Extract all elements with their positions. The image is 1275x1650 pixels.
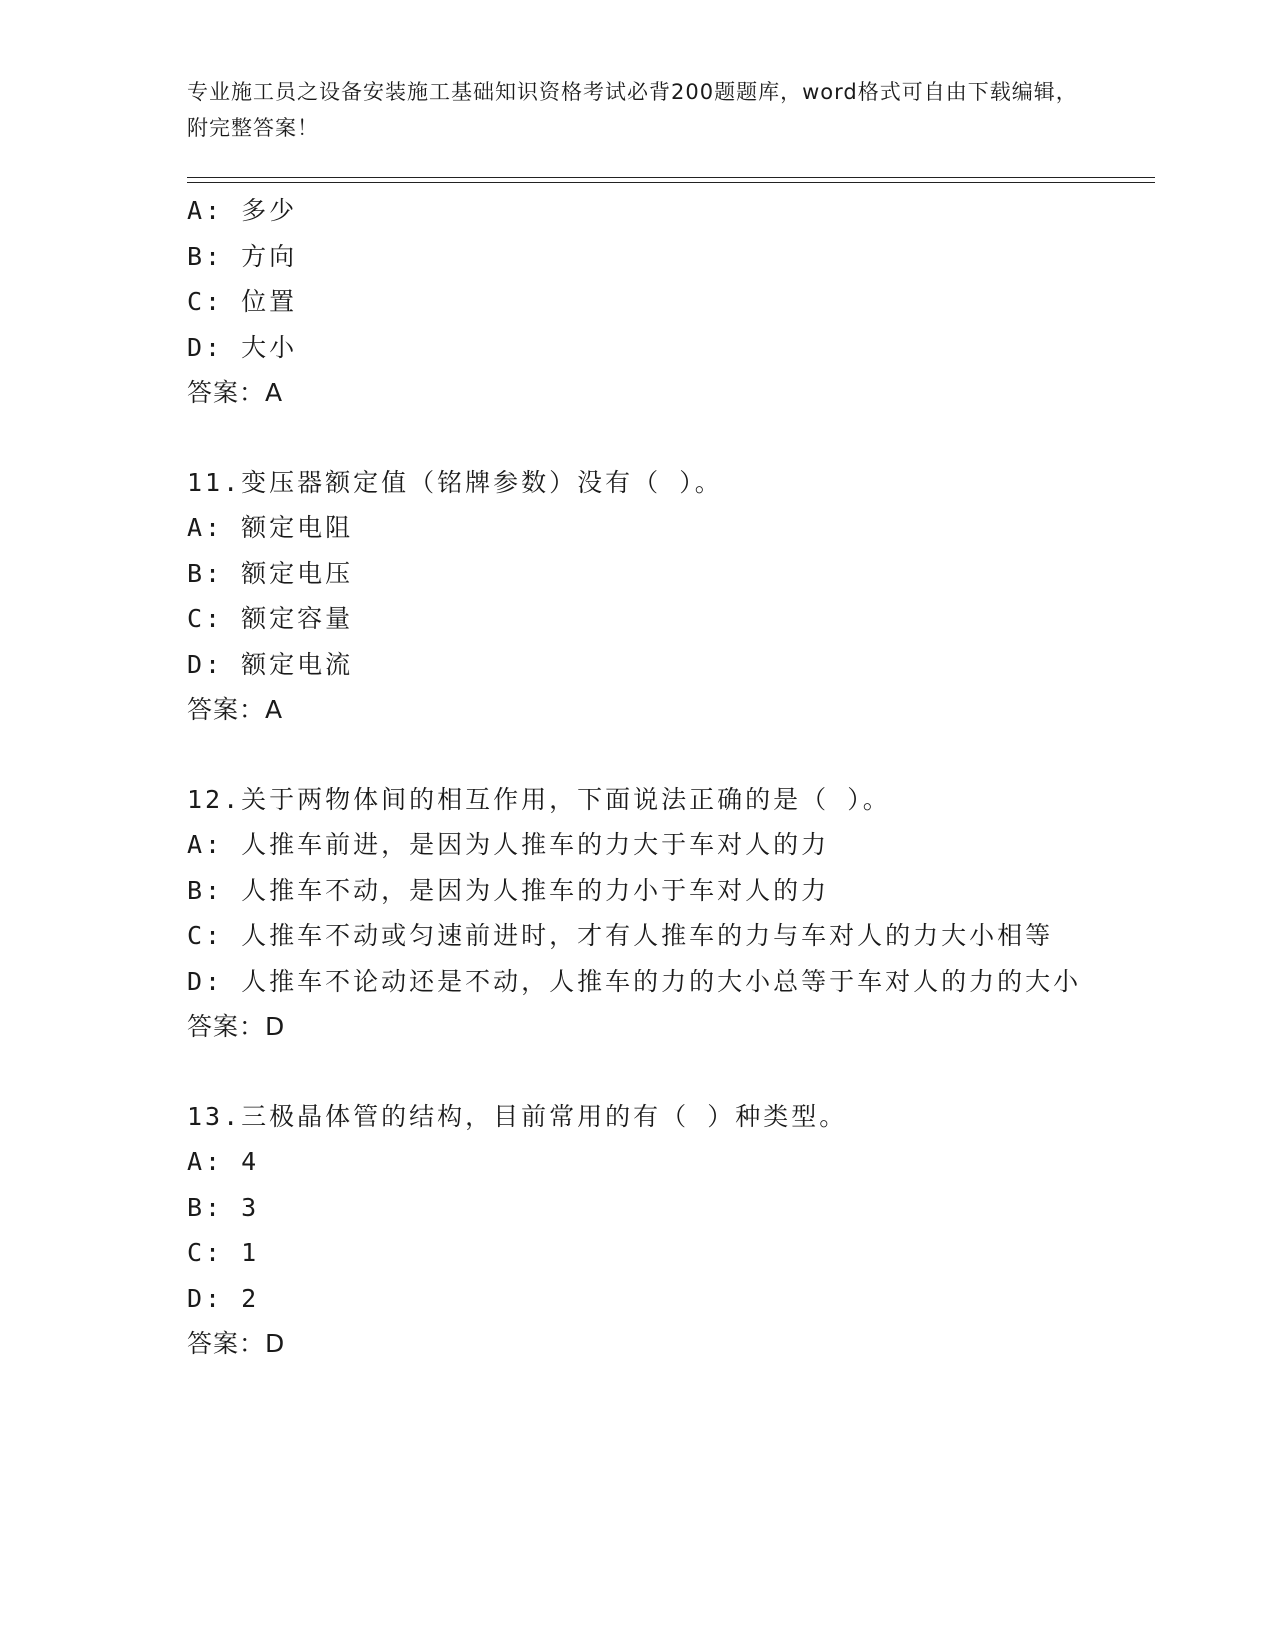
question-spacer [187, 733, 1087, 777]
question-block [187, 460, 1087, 733]
option-d: D: 大小 [187, 332, 298, 362]
title-divider-bottom [187, 182, 1155, 183]
question-spacer [187, 1050, 1087, 1094]
option-a: A: 多少 [187, 196, 298, 225]
option-b: B: 额定电压 [187, 558, 354, 588]
option-c: C: 额定容量 [187, 604, 354, 633]
option-d: D: 2 [187, 1283, 260, 1313]
question-stem: 13.三极晶体管的结构，目前常用的有（ ）种类型。 [187, 1101, 848, 1131]
question-stem: 11.变压器额定值（铭牌参数）没有（ ）。 [187, 467, 723, 497]
option-b: B: 人推车不动，是因为人推车的力小于车对人的力 [187, 875, 830, 905]
document-title: 专业施工员之设备安装施工基础知识资格考试必背200题题库，word格式可自由下载编辑，附完整答案！ [187, 80, 1078, 140]
option-c: C: 1 [187, 1238, 260, 1267]
answer-line: 答案：D [187, 1012, 286, 1041]
option-c: C: 人推车不动或匀速前进时，才有人推车的力与车对人的力大小相等 [187, 921, 1054, 950]
question-block [187, 188, 1087, 416]
question-block [187, 1094, 1087, 1367]
title-divider-top [187, 177, 1155, 178]
question-spacer [187, 416, 1087, 460]
option-a: A: 4 [187, 1147, 260, 1176]
answer-line: 答案：D [187, 1329, 286, 1358]
option-a: A: 额定电阻 [187, 513, 354, 542]
option-d: D: 额定电流 [187, 649, 354, 679]
question-stem: 12.关于两物体间的相互作用，下面说法正确的是（ ）。 [187, 784, 891, 814]
option-b: B: 3 [187, 1192, 260, 1222]
option-d: D: 人推车不论动还是不动，人推车的力的大小总等于车对人的力的大小 [187, 966, 1082, 996]
question-block [187, 777, 1087, 1050]
option-c: C: 位置 [187, 287, 298, 316]
question-list [187, 188, 1087, 1367]
option-b: B: 方向 [187, 241, 298, 271]
answer-line: 答案：A [187, 695, 284, 724]
option-a: A: 人推车前进，是因为人推车的力大于车对人的力 [187, 830, 830, 859]
answer-line: 答案：A [187, 378, 284, 407]
